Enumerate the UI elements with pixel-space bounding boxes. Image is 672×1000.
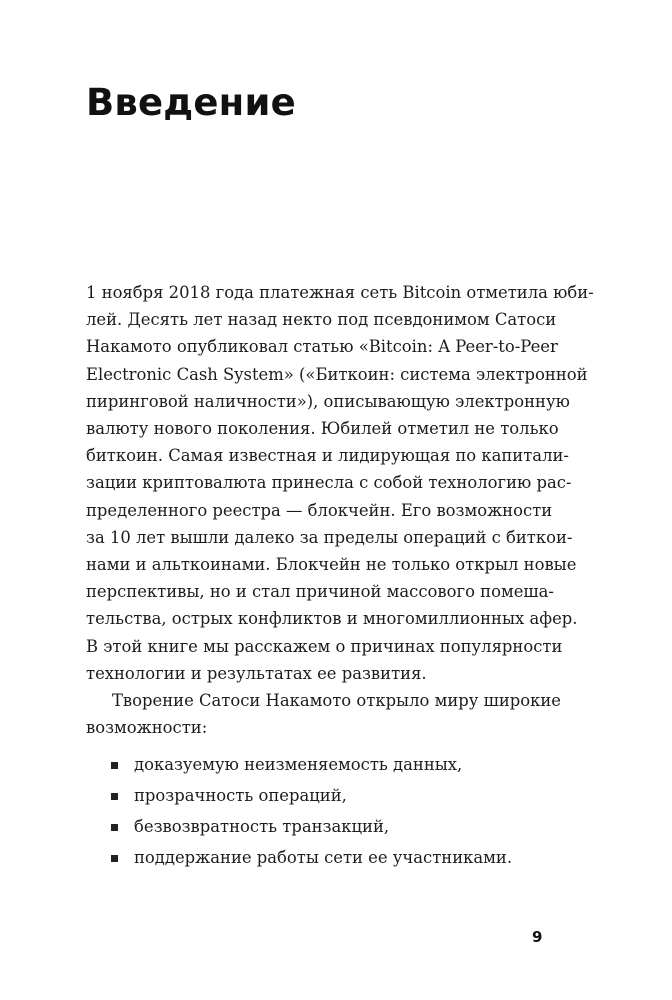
page-number: 9 [532,928,543,946]
text-line: биткоин. Самая известная и лидирующая по капитали- [86,446,569,466]
paragraph-possibilities [86,687,562,741]
list-item-text: прозрачность операций, [134,786,347,806]
text-line: пределенного реестра — блокчейн. Его возможности [86,500,553,520]
chapter-heading: Введение [86,81,296,124]
text-line: лей. Десять лет назад некто под псевдонимом Сатоси [86,310,557,330]
square-bullet-icon [111,824,118,831]
list-item-text: доказуемую неизменяемость данных, [134,755,463,775]
list-item-text: поддержание работы сети ее участниками. [134,848,513,868]
text-line: валюту нового поколения. Юбилей отметил не только [86,419,559,439]
square-bullet-icon [111,762,118,769]
text-line: пиринговой наличности»), описывающую электронную [86,391,570,411]
list-item [86,813,546,844]
list-item [86,782,546,813]
text-line: 1 ноября 2018 года платежная сеть Bitcoin отметила юби- [86,283,594,302]
list-item-text: безвозвратность транзакций, [134,817,390,837]
text-line: тельства, острых конфликтов и многомиллионных афер. [86,609,578,629]
text-line: за 10 лет вышли далеко за пределы операций с биткои- [86,527,573,547]
square-bullet-icon [111,855,118,862]
square-bullet-icon [111,793,118,800]
text-line: В этой книге мы расскажем о причинах популярности [86,636,563,656]
text-line: перспективы, но и стал причиной массового помеша- [86,582,554,602]
possibilities-list [86,751,546,875]
paragraph-intro [86,279,594,687]
text-line: Творение Сатоси Накамото открыло миру широкие [112,691,562,711]
text-line: технологии и результатах ее развития. [86,663,427,683]
body-text [86,279,594,875]
list-item [86,844,546,875]
text-line: Electronic Cash System» («Биткоин: система электронной [86,364,588,384]
list-item [86,751,546,782]
text-line: возможности: [86,718,208,738]
text-line: Накамото опубликовал статью «Bitcoin: A Peer-to-Peer [86,337,558,357]
text-line: зации криптовалюта принесла с собой технологию рас- [86,473,572,493]
text-line: нами и альткоинами. Блокчейн не только открыл новые [86,555,577,575]
